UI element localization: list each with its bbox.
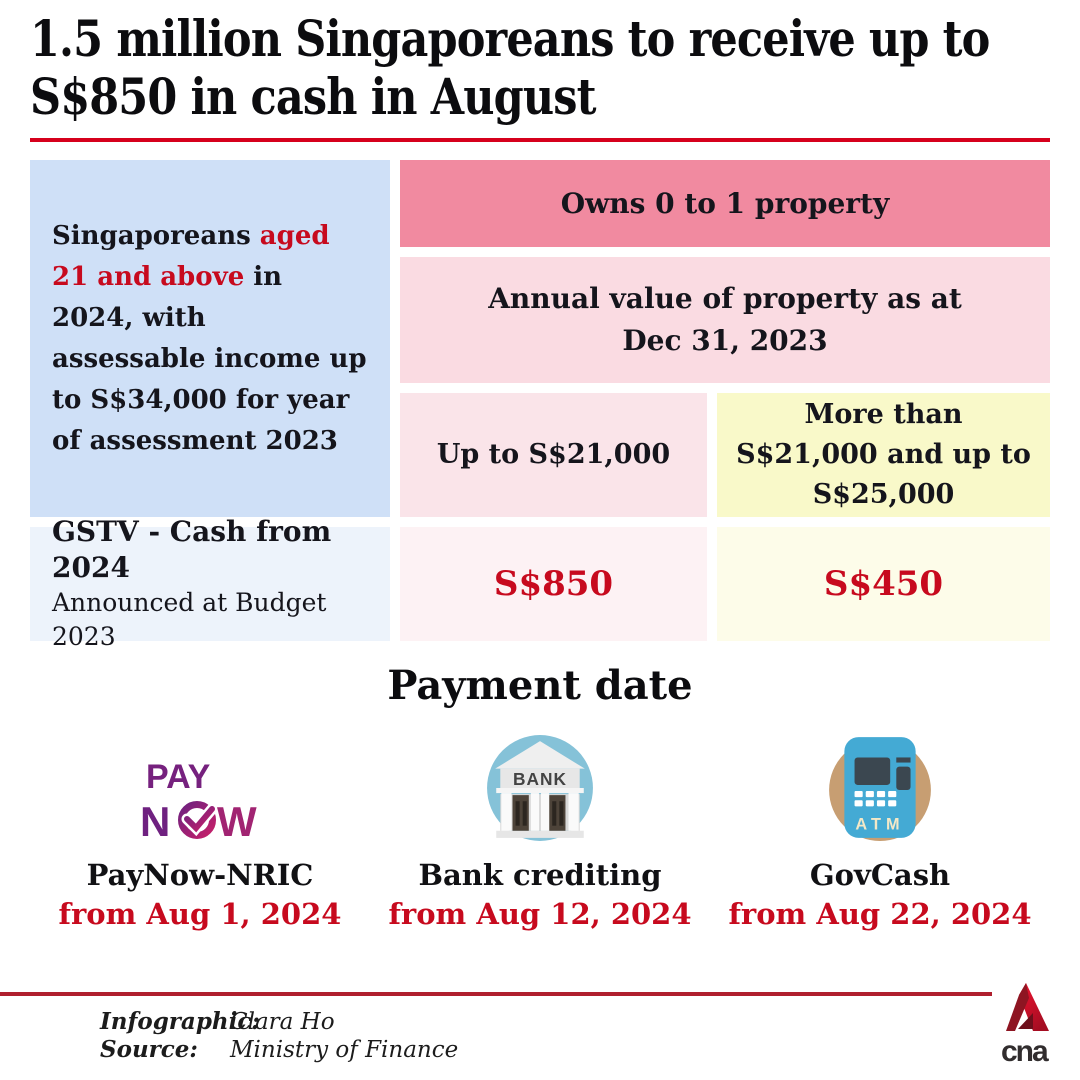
eligibility-post: in 2024, with assessable income up to S$34,000 for year of assessment 2023 xyxy=(52,261,367,456)
gstv-title: GSTV - Cash from 2024 xyxy=(52,515,332,584)
govcash-date: from Aug 22, 2024 xyxy=(728,897,1032,931)
bank-door-right-bar2 xyxy=(559,801,563,825)
bank-door-right-bar1 xyxy=(552,801,556,825)
annual-value-header xyxy=(400,257,1050,383)
payout-amount-850: S$850 xyxy=(493,564,614,604)
bank-column-2 xyxy=(531,793,539,831)
atm-card-reader xyxy=(896,767,910,790)
paynow-w-text: W xyxy=(217,798,257,844)
govcash-name: GovCash xyxy=(809,858,951,892)
atm-machine-icon xyxy=(824,732,936,844)
bank-date: from Aug 12, 2024 xyxy=(388,897,692,931)
paynow-date: from Aug 1, 2024 xyxy=(58,897,342,931)
payment-method-paynow xyxy=(30,722,370,934)
payout-table xyxy=(30,160,1050,651)
payment-heading: Payment date xyxy=(387,662,693,709)
bank-building-icon xyxy=(484,732,596,844)
eligibility-highlight: aged 21 and above xyxy=(52,220,330,292)
bank-door-left-bar1 xyxy=(516,801,520,825)
eligibility-text xyxy=(52,216,367,462)
annual-value-text: Annual value of property as at Dec 31, 2023 xyxy=(488,282,962,357)
atm-screen xyxy=(855,757,891,784)
eligibility-box xyxy=(30,160,390,517)
payment-methods-row xyxy=(30,722,1050,934)
source-value: Ministry of Finance xyxy=(230,1037,459,1063)
bank-name: Bank crediting xyxy=(418,858,662,892)
gstv-subtitle: Announced at Budget 2023 xyxy=(52,588,327,651)
cna-logo xyxy=(998,981,1056,1071)
title-line-2: S$850 in cash in August xyxy=(30,67,596,126)
infographic-value: Clara Ho xyxy=(230,1009,335,1035)
bank-column-4 xyxy=(569,793,579,831)
footer-divider xyxy=(0,992,992,996)
property-header: Owns 0 to 1 property xyxy=(400,160,1050,247)
cna-logo-icon xyxy=(998,981,1056,1067)
bank-label: BANK xyxy=(512,768,568,789)
page-title xyxy=(30,10,1080,126)
title-line-1: 1.5 million Singaporeans to receive up to xyxy=(30,9,990,68)
payout-amount-450: S$450 xyxy=(823,564,944,604)
payment-method-govcash xyxy=(710,722,1050,934)
infographic-label: Infographic: xyxy=(100,1008,260,1035)
col2-header: More than S$21,000 and up to S$25,000 xyxy=(717,393,1050,517)
payout-value-2 xyxy=(717,527,1050,641)
source-credit xyxy=(100,1036,458,1064)
source-label: Source: xyxy=(100,1036,198,1063)
atm-slot xyxy=(896,757,910,762)
col1-header: Up to S$21,000 xyxy=(400,393,707,517)
credits xyxy=(100,1008,458,1064)
atm-icon xyxy=(824,722,936,854)
paynow-logo xyxy=(139,722,261,854)
bank-column-3 xyxy=(541,793,549,831)
eligibility-pre: Singaporeans xyxy=(52,220,260,251)
bank-door-left-bar2 xyxy=(523,801,527,825)
cna-wordmark: cna xyxy=(1001,1035,1047,1067)
paynow-n-text: N xyxy=(140,798,171,844)
payment-section xyxy=(0,660,1080,934)
bank-steps xyxy=(496,831,584,838)
atm-label: ATM xyxy=(855,815,905,834)
bank-wall xyxy=(500,794,579,831)
bank-icon xyxy=(484,722,596,854)
paynow-pay-text: PAY xyxy=(146,758,211,796)
gstv-row-label xyxy=(30,515,390,651)
paynow-logo-icon xyxy=(139,758,261,844)
bank-column-1 xyxy=(501,793,511,831)
infographic-credit xyxy=(100,1008,458,1036)
title-divider xyxy=(30,138,1050,142)
paynow-name: PayNow-NRIC xyxy=(86,858,314,892)
payout-value-1 xyxy=(400,527,707,641)
payment-method-bank xyxy=(370,722,710,934)
